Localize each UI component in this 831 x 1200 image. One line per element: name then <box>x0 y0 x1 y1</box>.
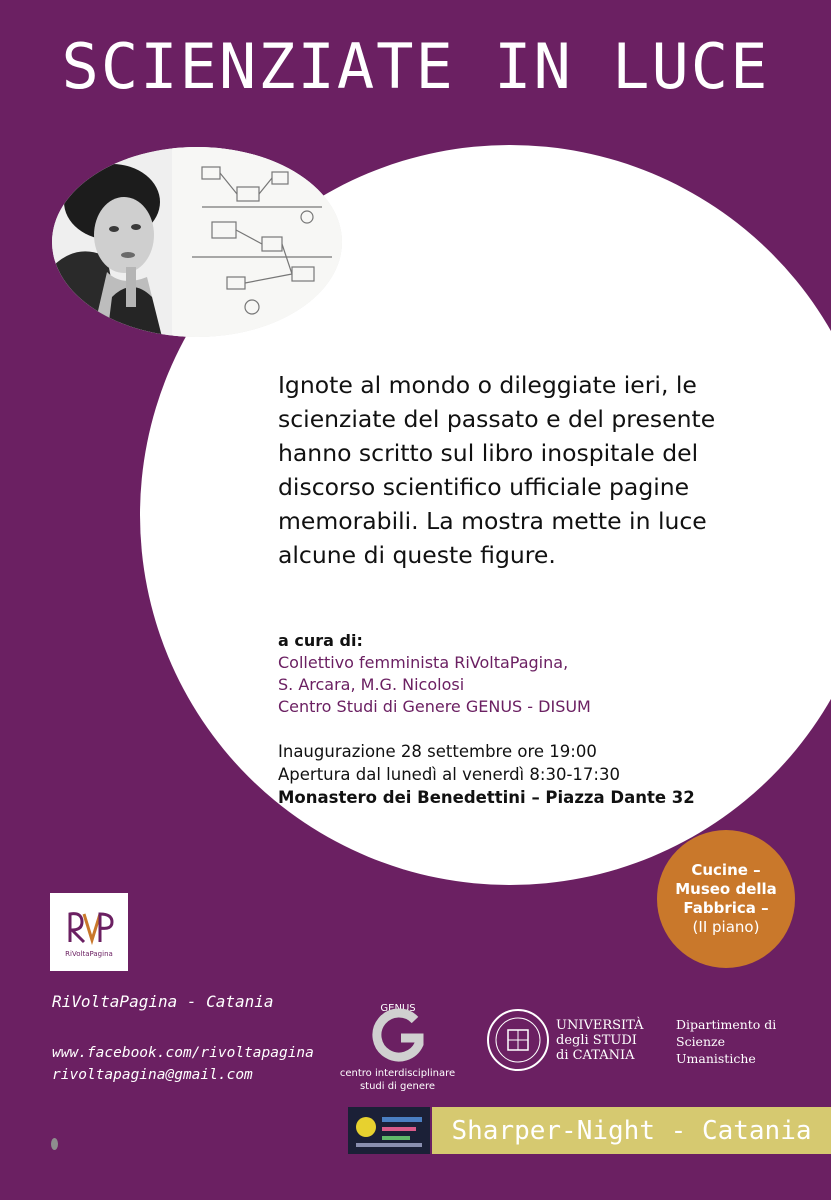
genus-g-icon <box>363 1000 433 1062</box>
logo-caption: RiVoltaPagina <box>65 950 113 958</box>
genus-caption: centro interdisciplinare <box>339 1068 456 1079</box>
department-logo <box>676 1016 776 1067</box>
department-line: Umanistiche <box>676 1051 756 1066</box>
rvp-logo-icon <box>64 906 114 948</box>
genus-logo <box>335 1000 460 1092</box>
sharper-night-banner: Sharper-Night - Catania <box>432 1107 831 1154</box>
intro-text: Ignote al mondo o dileggiate ieri, le scienziate del passato e del presente hanno scritto sul libro inospitale del discorso scientifico ufficiale pagine memorabili. La mostra mette in luce alcune di queste figure. <box>278 371 716 569</box>
email-link[interactable]: rivoltapagina@gmail.com <box>52 1067 253 1083</box>
contact-block <box>52 1042 314 1086</box>
poster-title: SCIENZIATE IN LUCE <box>61 30 770 103</box>
genus-caption: studi di genere <box>359 1081 436 1092</box>
credits-line: Centro Studi di Genere GENUS - DISUM <box>278 697 591 716</box>
organizer-name: RiVoltaPagina - Catania <box>52 992 274 1011</box>
decorative-dot <box>51 1138 58 1150</box>
inauguration-date: Inaugurazione 28 settembre ore 19:00 <box>278 742 597 761</box>
location-badge <box>657 830 795 968</box>
credits-line: S. Arcara, M.G. Nicolosi <box>278 675 465 694</box>
university-logo <box>486 1008 644 1072</box>
sharper-night-thumbnail <box>348 1107 430 1154</box>
rivoltapagina-logo <box>50 893 128 971</box>
credits-block <box>278 630 748 718</box>
university-line: di CATANIA <box>556 1047 635 1063</box>
department-line: Scienze <box>676 1034 725 1049</box>
university-line: degli STUDI <box>556 1032 637 1048</box>
scientist-photo <box>52 147 342 337</box>
credits-label: a cura di: <box>278 631 363 650</box>
badge-line: Fabbrica – <box>683 899 769 917</box>
badge-line: (II piano) <box>692 918 760 936</box>
genus-title: GENUS <box>379 1003 416 1014</box>
credits-line: Collettivo femminista RiVoltaPagina, <box>278 653 569 672</box>
opening-hours: Apertura dal lunedì al venerdì 8:30-17:30 <box>278 765 620 784</box>
university-line: UNIVERSITÀ <box>556 1017 644 1033</box>
department-line: Dipartimento di <box>676 1017 777 1032</box>
badge-line: Cucine – <box>691 861 761 879</box>
venue-address: Monastero dei Benedettini – Piazza Dante 32 <box>278 788 695 807</box>
badge-line: Museo della <box>675 880 777 898</box>
facebook-link[interactable]: www.facebook.com/rivoltapagina <box>52 1045 314 1061</box>
event-info <box>278 740 758 809</box>
university-seal-icon <box>486 1008 550 1072</box>
